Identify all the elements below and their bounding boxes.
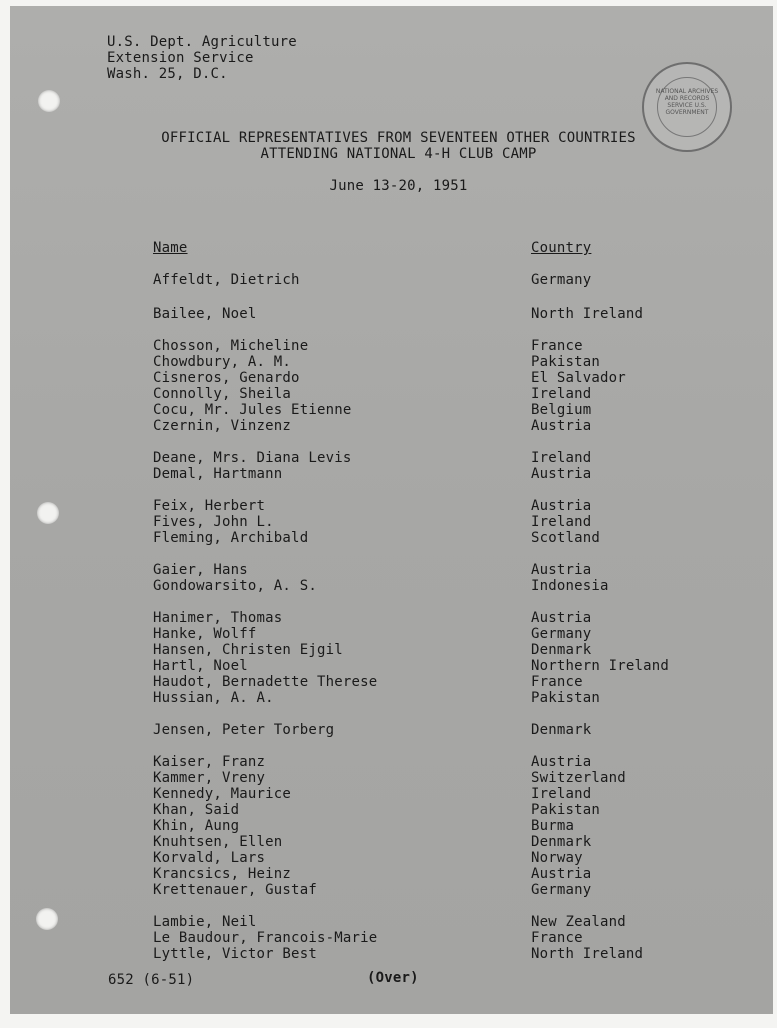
entry-country: Pakistan — [531, 354, 601, 370]
entry-country: Austria — [531, 466, 592, 482]
entry-country: Austria — [531, 498, 592, 514]
entry-name: Hanimer, Thomas — [153, 610, 283, 626]
entry-country: Germany — [531, 272, 592, 288]
entry-name: Korvald, Lars — [153, 850, 266, 866]
entry-name: Hartl, Noel — [153, 658, 248, 674]
event-date: June 13-20, 1951 — [329, 178, 468, 194]
entry-name: Lambie, Neil — [153, 914, 257, 930]
column-header-country: Country — [531, 240, 592, 256]
entry-country: Burma — [531, 818, 575, 834]
letterhead-line: U.S. Dept. Agriculture — [107, 34, 297, 50]
entry-country: Ireland — [531, 786, 592, 802]
entry-country: Pakistan — [531, 690, 601, 706]
entry-name: Hansen, Christen Ejgil — [153, 642, 343, 658]
entry-name: Le Baudour, Francois-Marie — [153, 930, 378, 946]
entry-name: Feix, Herbert — [153, 498, 266, 514]
entry-country: Northern Ireland — [531, 658, 670, 674]
entry-country: Denmark — [531, 642, 592, 658]
entry-name: Deane, Mrs. Diana Levis — [153, 450, 352, 466]
entry-country: Scotland — [531, 530, 601, 546]
entry-country: North Ireland — [531, 946, 644, 962]
entry-name: Chosson, Micheline — [153, 338, 309, 354]
entry-name: Hussian, A. A. — [153, 690, 274, 706]
letterhead-line: Wash. 25, D.C. — [107, 66, 228, 82]
entry-name: Haudot, Bernadette Therese — [153, 674, 378, 690]
letterhead — [107, 34, 297, 82]
title-line-1: OFFICIAL REPRESENTATIVES FROM SEVENTEEN OTHER COUNTRIES — [161, 130, 636, 146]
form-code: 652 (6-51) — [108, 972, 195, 988]
entry-name: Khin, Aung — [153, 818, 240, 834]
entry-name: Hanke, Wolff — [153, 626, 257, 642]
entry-country: Austria — [531, 754, 592, 770]
title-line-2: ATTENDING NATIONAL 4-H CLUB CAMP — [260, 146, 537, 162]
entry-name: Connolly, Sheila — [153, 386, 292, 402]
entry-country: Germany — [531, 626, 592, 642]
entry-country: Austria — [531, 418, 592, 434]
entry-name: Demal, Hartmann — [153, 466, 283, 482]
document-title — [10, 130, 777, 162]
entry-name: Krettenauer, Gustaf — [153, 882, 317, 898]
entry-country: Ireland — [531, 450, 592, 466]
column-header-name: Name — [153, 240, 188, 256]
entry-country: New Zealand — [531, 914, 626, 930]
entry-country: Ireland — [531, 386, 592, 402]
punch-hole-bottom — [36, 908, 58, 930]
entry-name: Bailee, Noel — [153, 306, 257, 322]
entry-country: Austria — [531, 562, 592, 578]
letterhead-line: Extension Service — [107, 50, 254, 66]
entry-country: France — [531, 930, 583, 946]
entry-name: Gaier, Hans — [153, 562, 248, 578]
entry-country: Denmark — [531, 722, 592, 738]
entry-country: North Ireland — [531, 306, 644, 322]
entry-country: France — [531, 674, 583, 690]
entry-name: Cisneros, Genardo — [153, 370, 300, 386]
entry-name: Gondowarsito, A. S. — [153, 578, 317, 594]
entry-name: Czernin, Vinzenz — [153, 418, 292, 434]
entry-country: Norway — [531, 850, 583, 866]
entry-country: Germany — [531, 882, 592, 898]
entry-name: Cocu, Mr. Jules Etienne — [153, 402, 352, 418]
entry-name: Khan, Said — [153, 802, 240, 818]
over-note: (Over) — [367, 970, 419, 986]
entry-name: Knuhtsen, Ellen — [153, 834, 283, 850]
entry-country: France — [531, 338, 583, 354]
stamp-text: NATIONAL ARCHIVES AND RECORDS SERVICE U.S. GOVERNMENT — [655, 88, 719, 116]
entry-country: El Salvador — [531, 370, 626, 386]
entry-name: Affeldt, Dietrich — [153, 272, 300, 288]
entry-country: Austria — [531, 610, 592, 626]
entry-name: Kennedy, Maurice — [153, 786, 292, 802]
entry-name: Kaiser, Franz — [153, 754, 266, 770]
entry-country: Denmark — [531, 834, 592, 850]
entry-country: Switzerland — [531, 770, 626, 786]
entry-country: Ireland — [531, 514, 592, 530]
punch-hole-middle — [37, 502, 59, 524]
entry-name: Fleming, Archibald — [153, 530, 309, 546]
entry-name: Krancsics, Heinz — [153, 866, 292, 882]
entry-country: Indonesia — [531, 578, 609, 594]
entry-country: Austria — [531, 866, 592, 882]
entry-name: Chowdbury, A. M. — [153, 354, 292, 370]
punch-hole-top — [38, 90, 60, 112]
entry-name: Jensen, Peter Torberg — [153, 722, 335, 738]
entry-country: Belgium — [531, 402, 592, 418]
entry-name: Fives, John L. — [153, 514, 274, 530]
entry-name: Lyttle, Victor Best — [153, 946, 317, 962]
entry-country: Pakistan — [531, 802, 601, 818]
entry-name: Kammer, Vreny — [153, 770, 266, 786]
